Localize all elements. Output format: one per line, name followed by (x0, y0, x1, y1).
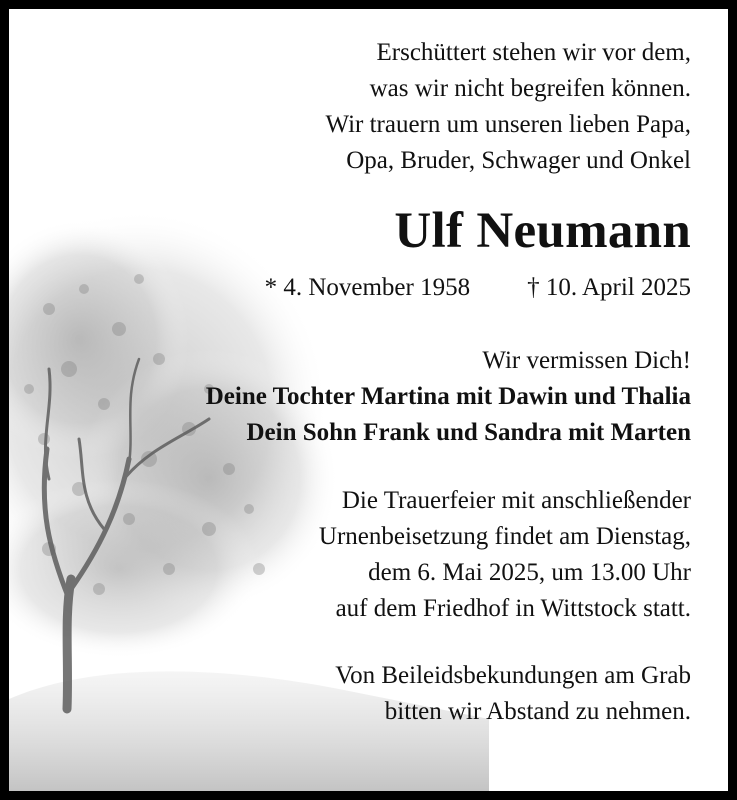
deceased-name: Ulf Neumann (394, 203, 691, 259)
ceremony-line: Die Trauerfeier mit anschließender (341, 487, 691, 514)
family-line: Deine Tochter Martina mit Dawin und Thalia (205, 383, 691, 410)
birth-date: * 4. November 1958 (264, 274, 471, 301)
ceremony-line: dem 6. Mai 2025, um 13.00 Uhr (368, 559, 691, 586)
intro-verse (325, 35, 691, 179)
miss-you-line: Wir vermissen Dich! (482, 347, 691, 374)
intro-line: Opa, Bruder, Schwager und Onkel (346, 147, 691, 174)
life-dates (265, 271, 691, 305)
closing-note (335, 658, 691, 730)
ceremony-info (319, 483, 691, 627)
death-date: † 10. April 2025 (527, 274, 691, 301)
intro-line: Erschüttert stehen wir vor dem, (376, 39, 691, 66)
ceremony-line: Urnenbeisetzung findet am Dienstag, (318, 523, 691, 550)
intro-line: was wir nicht begreifen können. (369, 75, 691, 102)
intro-line: Wir trauern um unseren lieben Papa, (325, 111, 691, 138)
family-signature (206, 379, 691, 451)
ceremony-line: auf dem Friedhof in Wittstock statt. (335, 595, 691, 622)
closing-line: bitten wir Abstand zu nehmen. (384, 698, 691, 725)
family-line: Dein Sohn Frank und Sandra mit Marten (246, 419, 691, 446)
closing-line: Von Beileidsbekundungen am Grab (335, 662, 691, 689)
